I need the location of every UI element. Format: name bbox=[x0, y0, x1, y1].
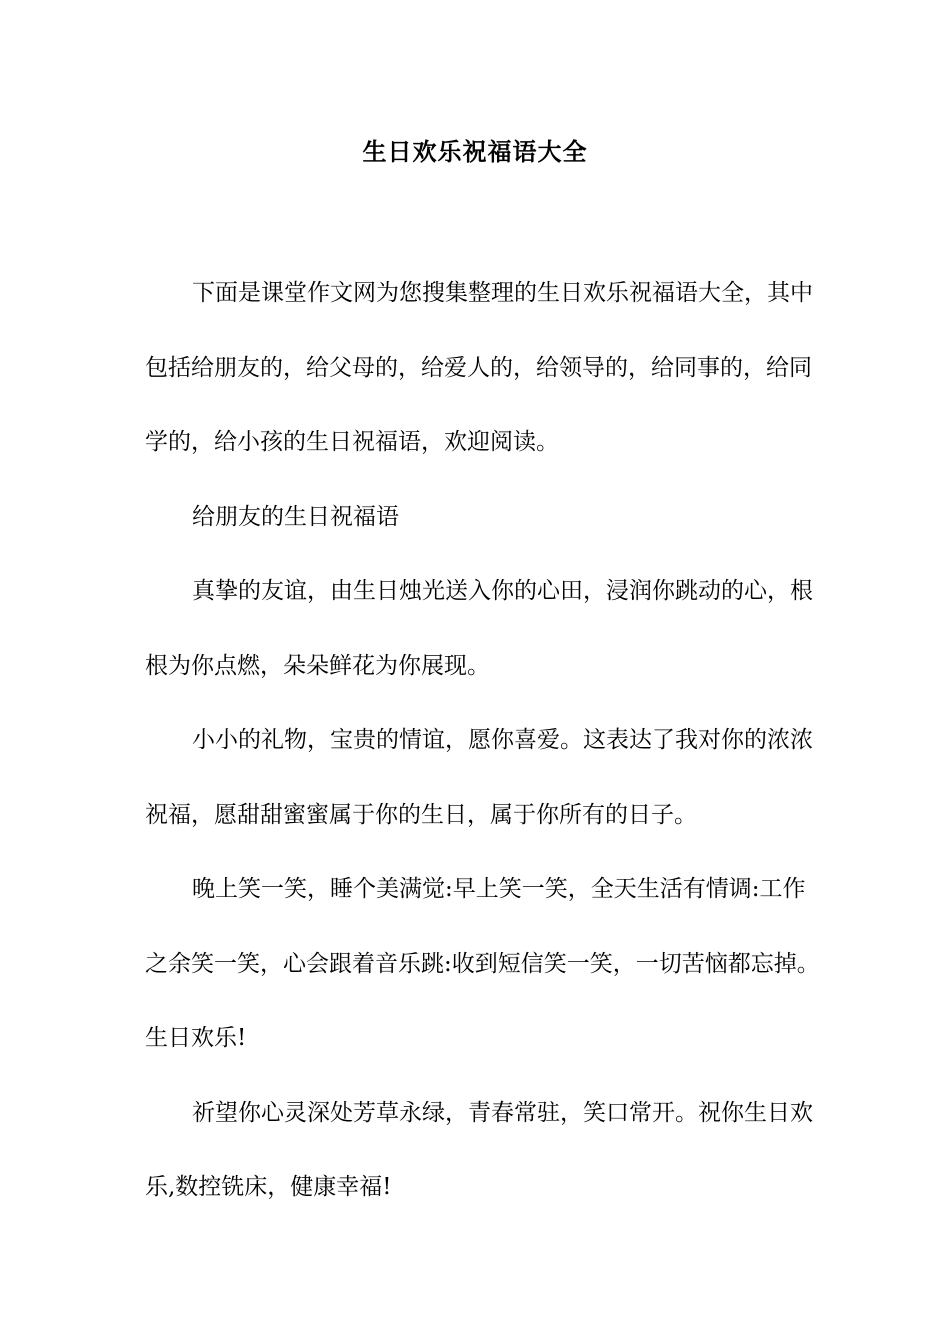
paragraph-wish-1: 真挚的友谊，由生日烛光送入你的心田，浸润你跳动的心，根根为你点燃，朵朵鲜花为你展现。 bbox=[145, 578, 813, 679]
paragraph-wish-3: 晚上笑一笑，睡个美满觉:早上笑一笑，全天生活有情调:工作之余笑一笑，心会跟着音乐跳:收到短信笑一笑，一切苦恼都忘掉。生日欢乐! bbox=[145, 876, 820, 1051]
paragraph-intro: 下面是课堂作文网为您搜集整理的生日欢乐祝福语大全，其中包括给朋友的，给父母的，给爱人的，给领导的，给同事的，给同学的，给小孩的生日祝福语，欢迎阅读。 bbox=[145, 280, 813, 455]
document-title: 生日欢乐祝福语大全 bbox=[362, 137, 588, 166]
paragraph-wish-2: 小小的礼物，宝贵的情谊，愿你喜爱。这表达了我对你的浓浓祝福，愿甜甜蜜蜜属于你的生日，属于你所有的日子。 bbox=[145, 727, 813, 828]
document-body bbox=[145, 256, 825, 1225]
paragraph-wish-4: 祈望你心灵深处芳草永绿，青春常驻，笑口常开。祝你生日欢乐,数控铣床，健康幸福! bbox=[145, 1099, 813, 1200]
section-heading-friends: 给朋友的生日祝福语 bbox=[192, 503, 399, 530]
